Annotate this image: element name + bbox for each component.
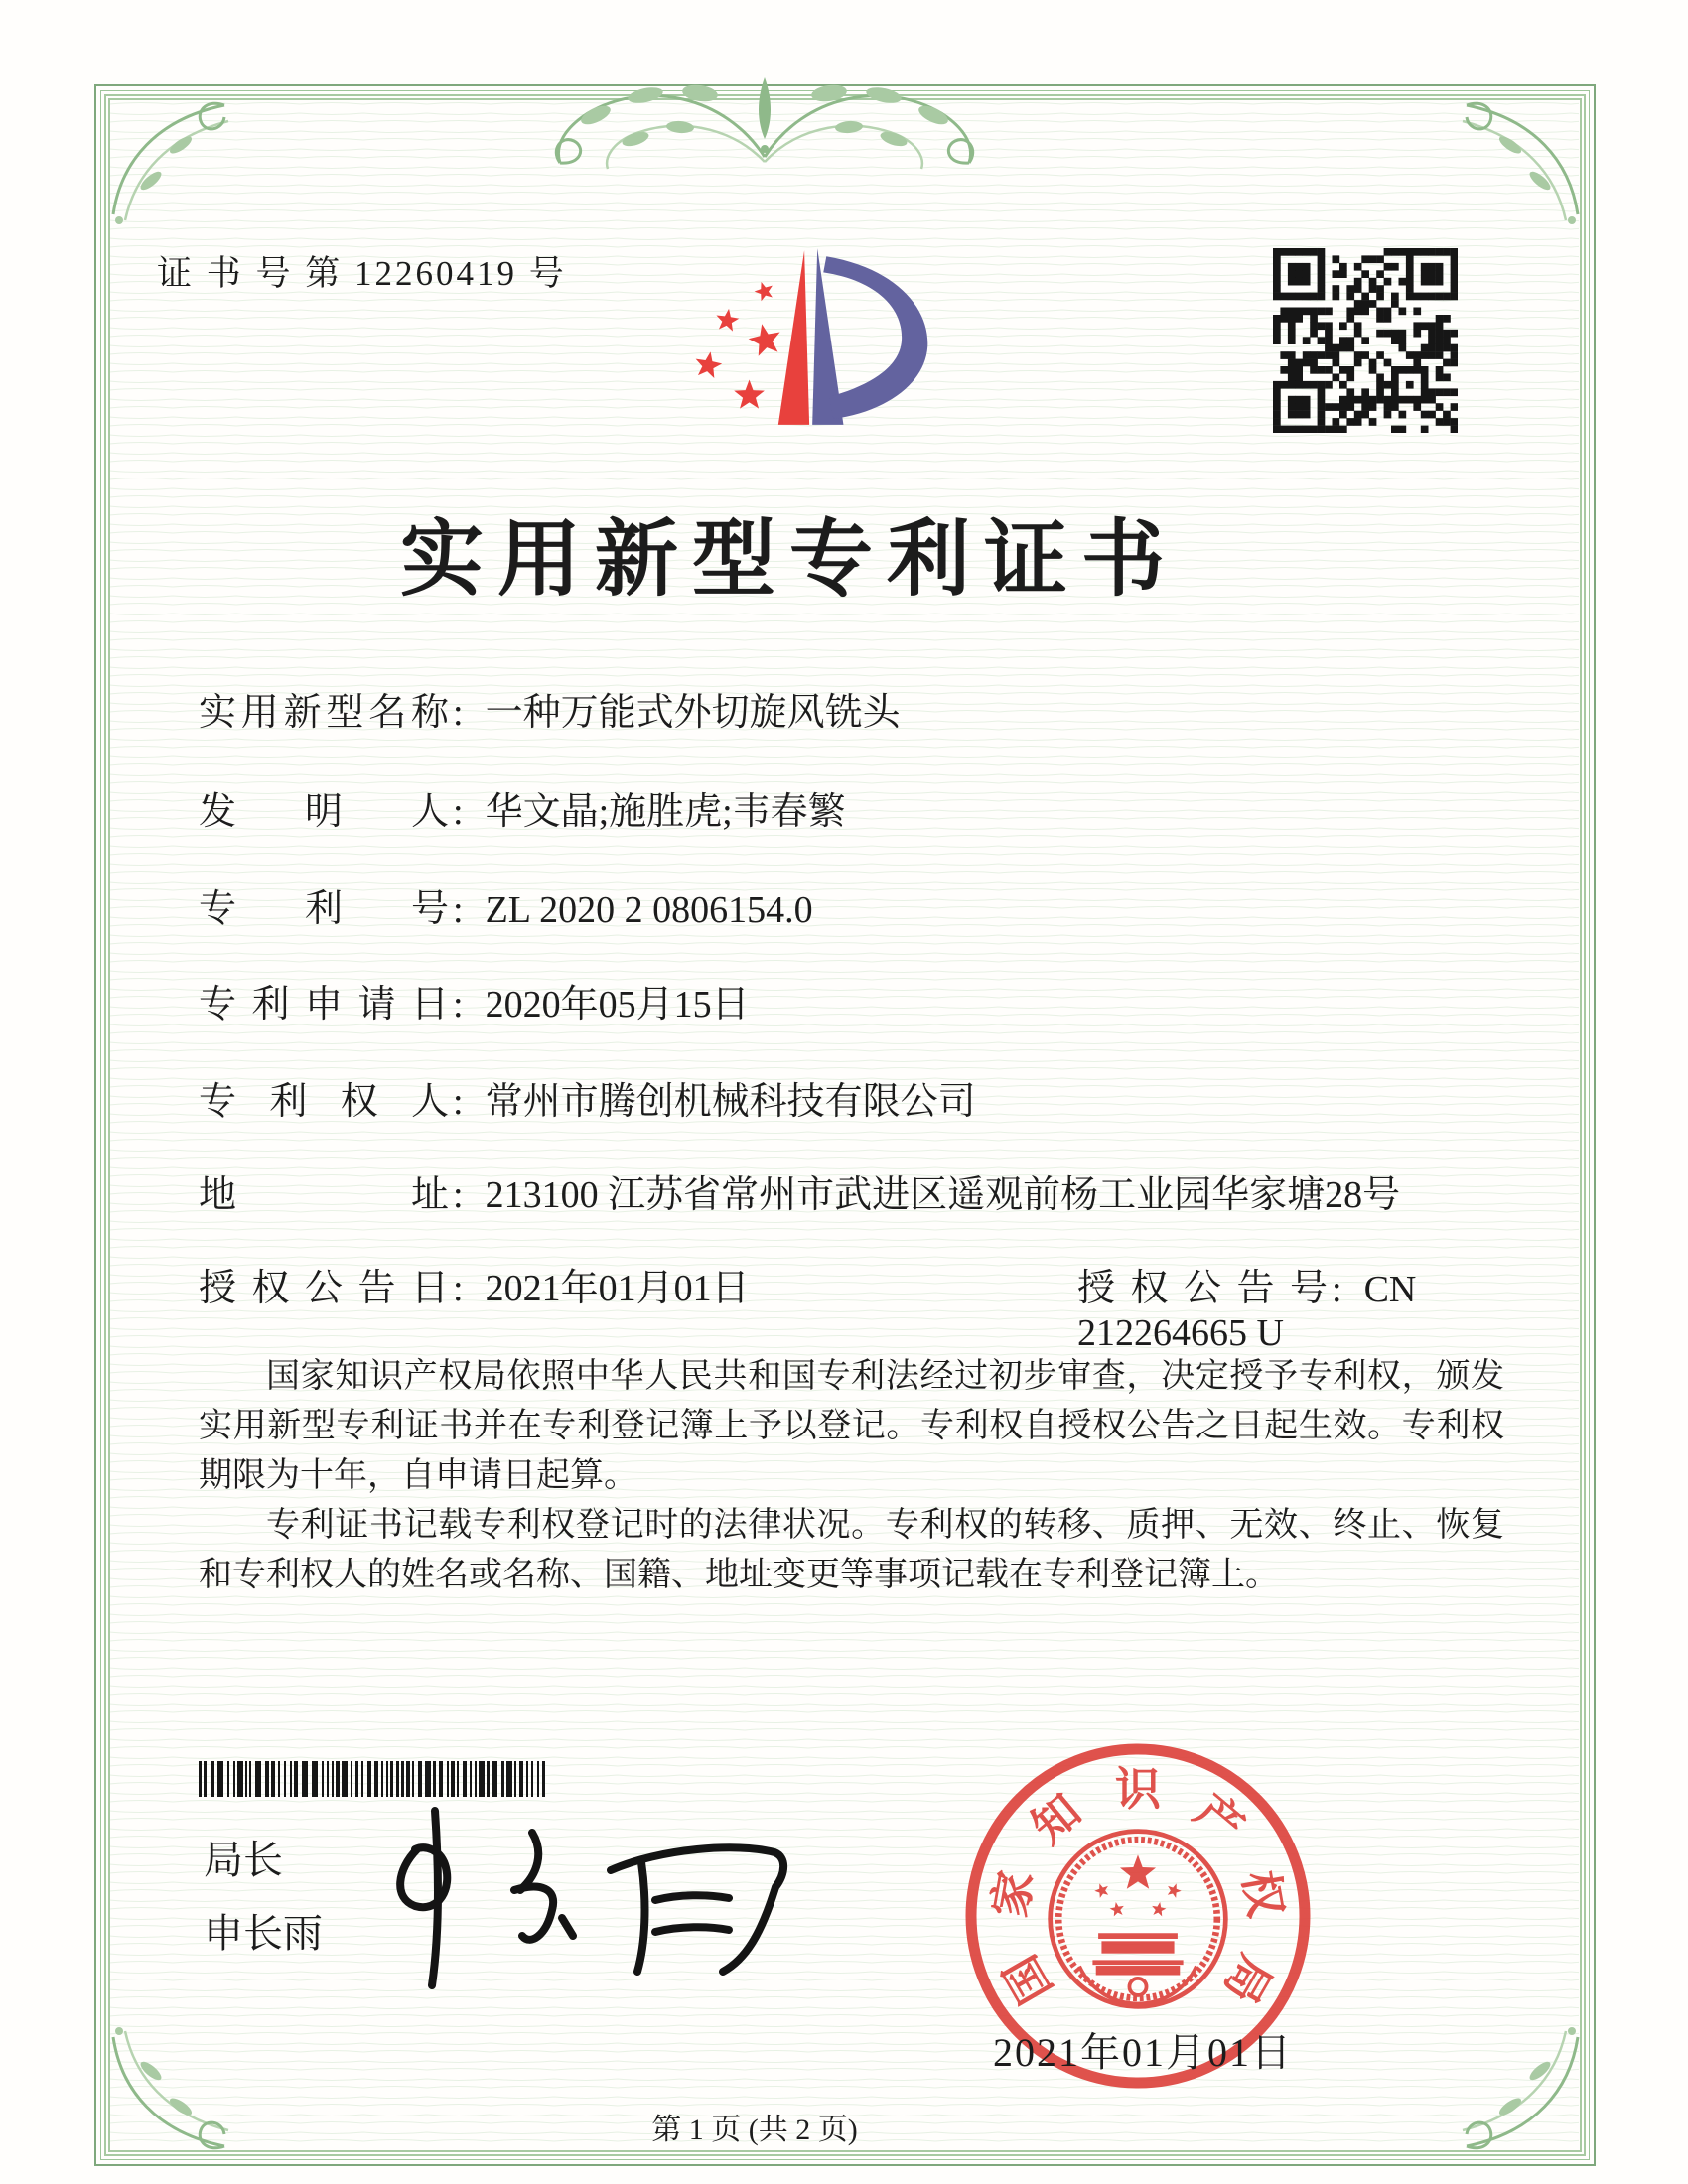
field-label: 授权公告号: [1077, 1268, 1328, 1309]
seal-ring-char: 家: [984, 1866, 1043, 1921]
field-label: 专利申请日: [199, 984, 449, 1025]
field-value: 常州市腾创机械科技有限公司: [485, 1081, 976, 1123]
field-row-inventor: 发明人 : 华文晶;施胜虎;韦春繁: [199, 780, 1509, 835]
field-row-utility-name: 实用新型名称 : 一种万能式外切旋风铣头: [199, 681, 1509, 736]
seal-ring-char: 产: [1185, 1785, 1253, 1853]
certificate-title: 实用新型专利证书: [399, 514, 1179, 607]
field-label: 专利号: [199, 888, 449, 930]
field-row-patent-number: 专利号 : ZL 2020 2 0806154.0: [199, 878, 1509, 932]
seal-ring-char: 局: [1213, 1947, 1282, 2012]
field-value: 华文晶;施胜虎;韦春繁: [485, 791, 846, 833]
field-label: 实用新型名称: [199, 692, 449, 734]
field-value: ZL 2020 2 0806154.0: [485, 889, 813, 931]
barcode: [199, 1761, 556, 1797]
field-row-patentee: 专利权人 : 常州市腾创机械科技有限公司: [199, 1070, 1509, 1125]
officer-name-label: 申长雨: [204, 1912, 323, 1956]
field-value: 一种万能式外切旋风铣头: [485, 692, 901, 734]
seal-ring-char: 知: [1023, 1785, 1091, 1853]
grant-number-pair: 授权公告号 : CN 212264665 U: [1077, 1257, 1509, 1355]
field-label: 发明人: [199, 791, 449, 833]
seal-ring-char: 国: [994, 1947, 1062, 2012]
officer-title-label: 局长: [204, 1839, 283, 1882]
legal-paragraph: 专利证书记载专利权登记时的法律状况。专利权的转移、质押、无效、终止、恢复和专利权人的姓名或名称、国籍、地址变更等事项记载在专利登记簿上。: [199, 1507, 1504, 1593]
grant-number: CN 212264665 U: [1077, 1269, 1417, 1354]
qr-code: [1273, 248, 1458, 433]
certificate-number: 证 书 号 第 12260419 号: [157, 254, 567, 293]
seal-emblem-icon: [1044, 1825, 1232, 2013]
field-row-filing-date: 专利申请日 : 2020年05月15日: [199, 973, 1509, 1027]
page-footer: 第 1 页 (共 2 页): [651, 2114, 858, 2146]
seal-date: 2021年01月01日: [993, 2030, 1293, 2075]
legal-paragraph: 国家知识产权局依照中华人民共和国专利法经过初步审查，决定授予专利权，颁发实用新型专利证书并在专利登记簿上予以登记。专利权自授权公告之日起生效。专利权期限为十年，自申请日起算。: [199, 1358, 1504, 1494]
grant-row: 授权公告日 : 2021年01月01日 授权公告号 : CN 212264665 U: [199, 1257, 1509, 1311]
field-value: 2020年05月15日: [485, 984, 750, 1025]
field-value: 213100 江苏省常州市武进区遥观前杨工业园华家塘28号: [485, 1174, 1401, 1216]
legal-text: [199, 1352, 1504, 1600]
field-label: 地址: [199, 1174, 449, 1216]
cnipa-logo-icon: [659, 228, 933, 439]
grant-date: 2021年01月01日: [485, 1268, 750, 1309]
seal-ring-char: 权: [1233, 1866, 1292, 1921]
signature-icon: [357, 1795, 814, 1993]
field-label: 授权公告日: [199, 1268, 449, 1309]
field-label: 专利权人: [199, 1081, 449, 1123]
field-row-address: 地址 : 213100 江苏省常州市武进区遥观前杨工业园华家塘28号: [199, 1163, 1509, 1218]
seal-ring-char: 识: [1115, 1764, 1161, 1815]
